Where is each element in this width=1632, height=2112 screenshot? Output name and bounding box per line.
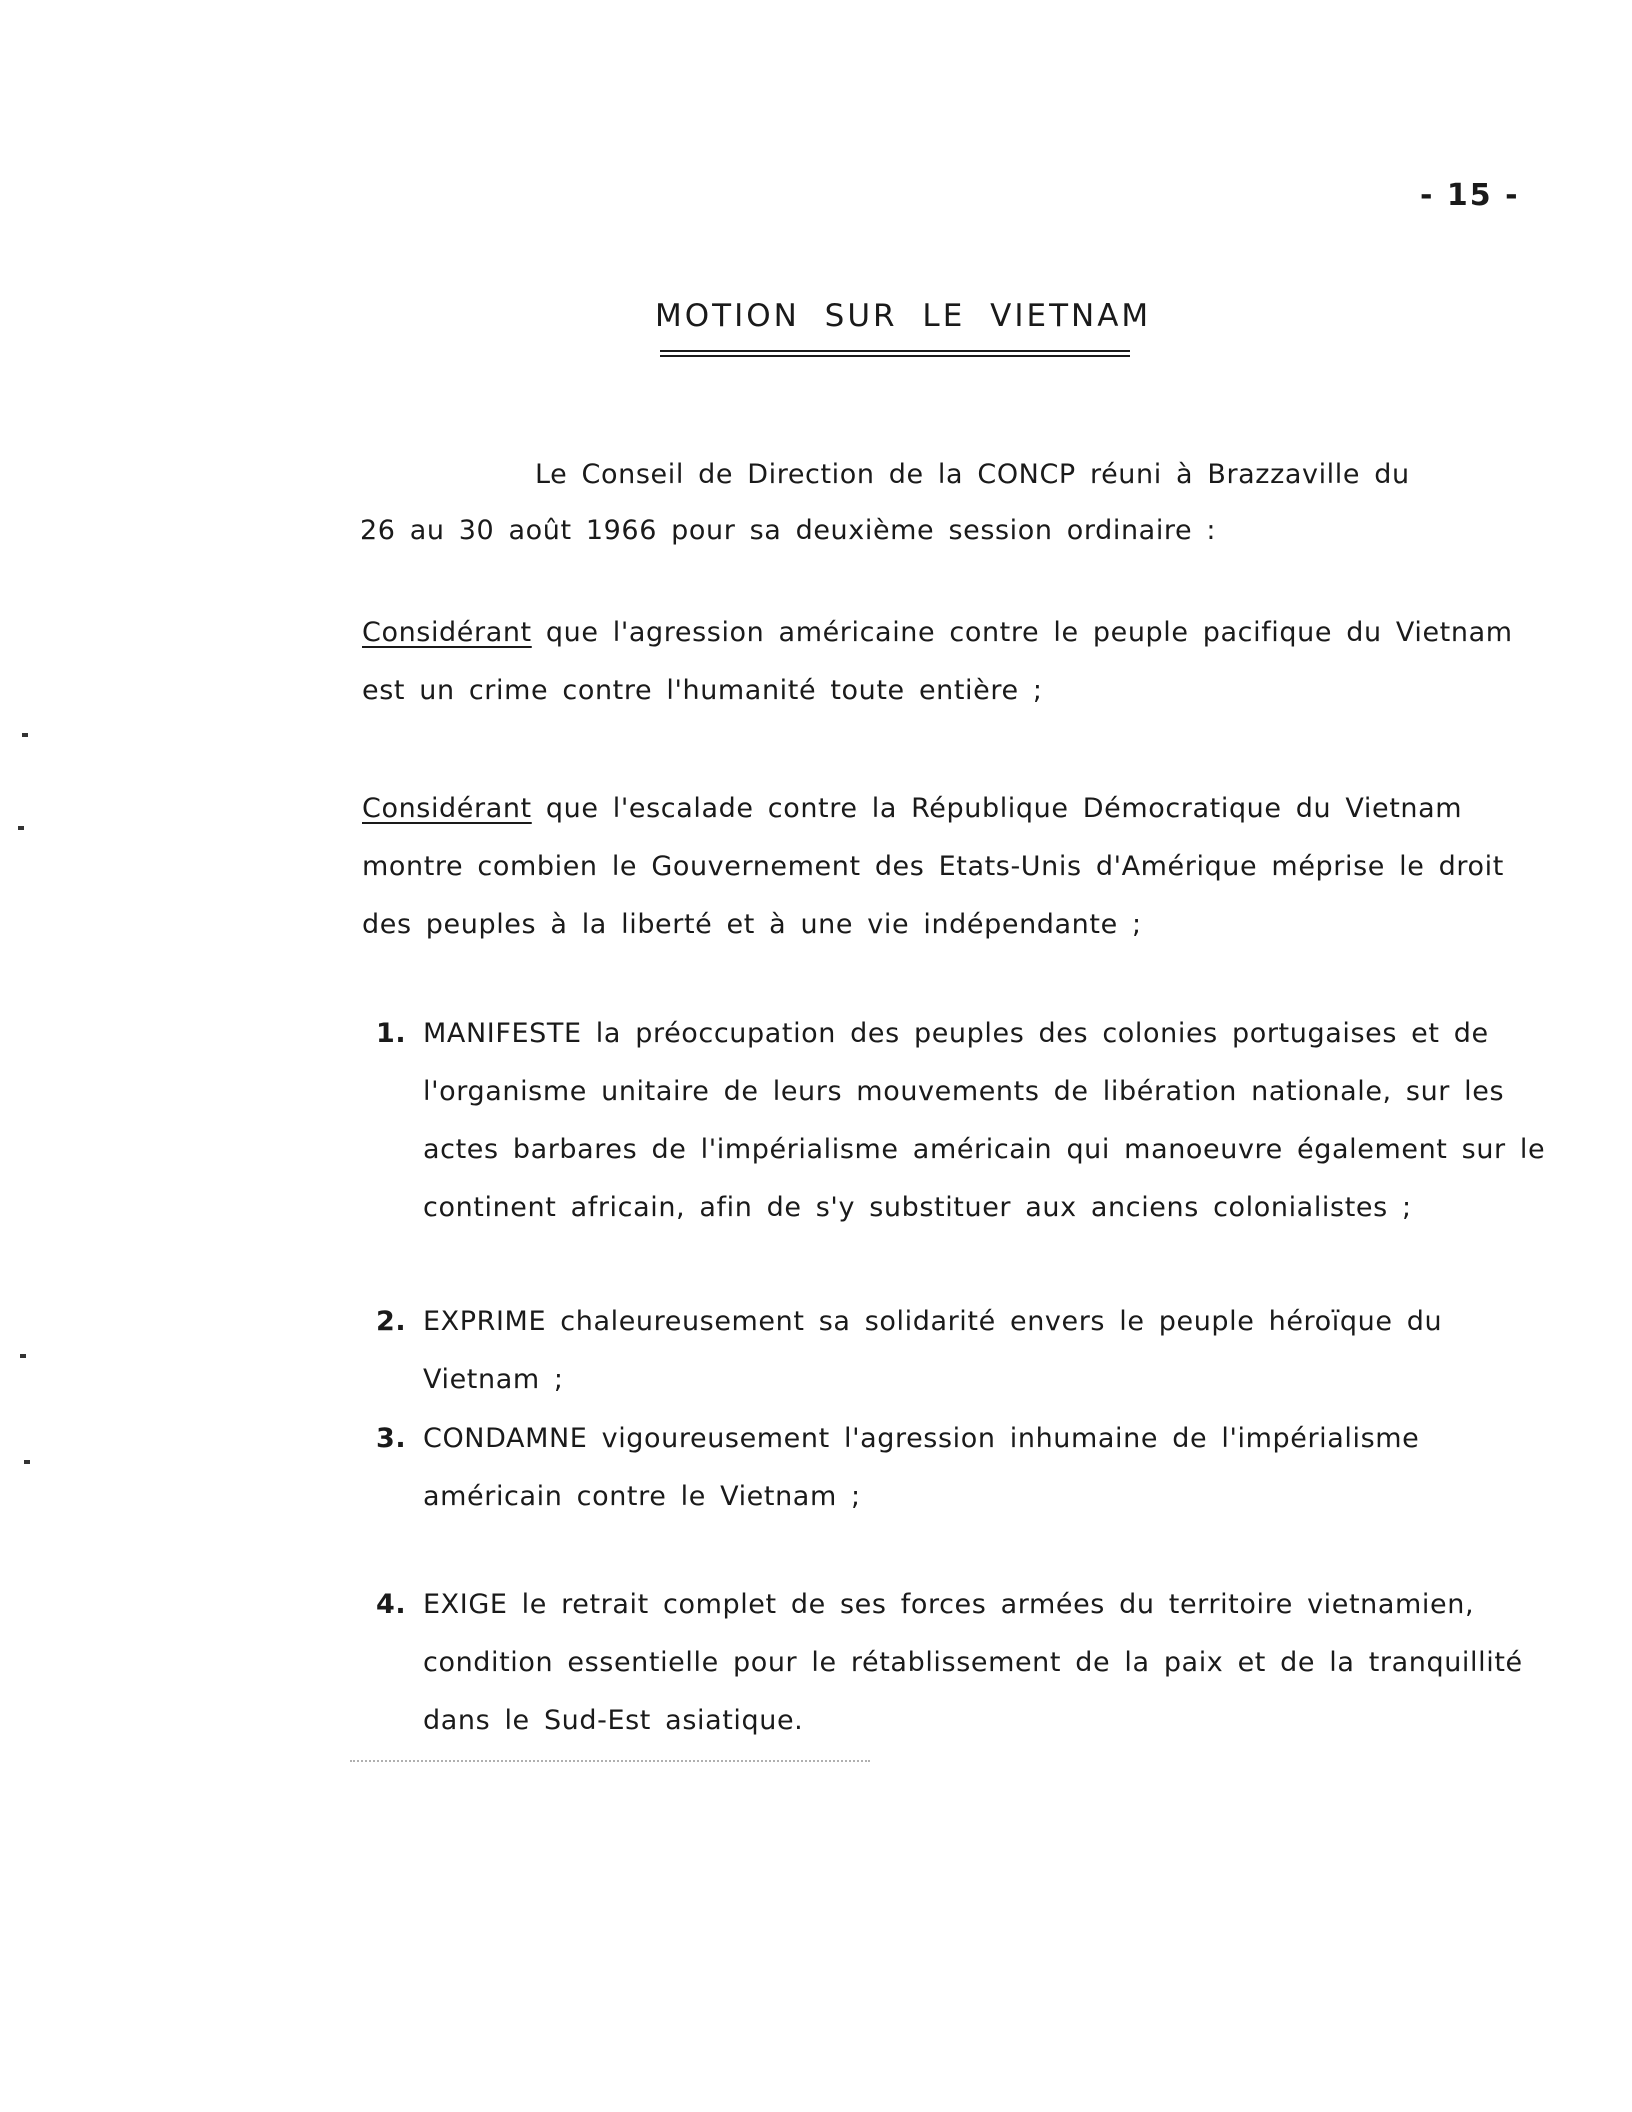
resolution-item-2 (376, 1293, 1556, 1409)
consideration-1 (362, 604, 1532, 720)
resolution-text: EXIGE le retrait complet de ses forces armées du territoire vietnamien, condition essentielle pour le rétablissement de la paix et de la tranquillité dans le Sud-Est asiatique. (423, 1589, 1523, 1736)
resolution-number: 4. (376, 1589, 407, 1620)
resolution-item-3 (376, 1410, 1556, 1526)
margin-mark (18, 826, 24, 830)
resolution-text: CONDAMNE vigoureusement l'agression inhumaine de l'impérialisme américain contre le Vietnam ; (423, 1423, 1420, 1512)
margin-mark (22, 733, 28, 737)
intro-line-1: Le Conseil de Direction de la CONCP réuni à Brazzaville du (535, 459, 1410, 490)
consideration-keyword: Considérant (362, 617, 532, 648)
resolution-item-4 (376, 1576, 1556, 1750)
margin-mark (24, 1460, 30, 1464)
resolution-number: 1. (376, 1018, 407, 1049)
resolution-text: MANIFESTE la préoccupation des peuples des colonies portugaises et de l'organisme unitaire de leurs mouvements de libération nationale, sur les actes barbares de l'impérialisme américain qui manoeuvre également sur le continent africain, afin de s'y substituer aux anciens colonialistes ; (423, 1018, 1546, 1223)
page-number: - 15 - (1420, 178, 1520, 213)
intro-line-2: 26 au 30 août 1966 pour sa deuxième session ordinaire : (360, 515, 1217, 546)
faint-dotted-rule (350, 1760, 870, 1762)
title-underline (660, 350, 1130, 357)
resolution-number: 2. (376, 1306, 407, 1337)
margin-mark (20, 1354, 26, 1358)
resolution-text: EXPRIME chaleureusement sa solidarité envers le peuple héroïque du Vietnam ; (423, 1306, 1443, 1395)
document-title: MOTION SUR LE VIETNAM (655, 298, 1152, 334)
consideration-text: que l'escalade contre la République Démocratique du Vietnam montre combien le Gouvernement des Etats-Unis d'Amérique méprise le droit des peuples à la liberté et à une vie indépendante ; (362, 793, 1504, 940)
resolution-item-1 (376, 1005, 1556, 1237)
consideration-keyword: Considérant (362, 793, 532, 824)
consideration-2 (362, 780, 1522, 954)
resolution-number: 3. (376, 1423, 407, 1454)
consideration-text: que l'agression américaine contre le peuple pacifique du Vietnam est un crime contre l'humanité toute entière ; (362, 617, 1513, 706)
